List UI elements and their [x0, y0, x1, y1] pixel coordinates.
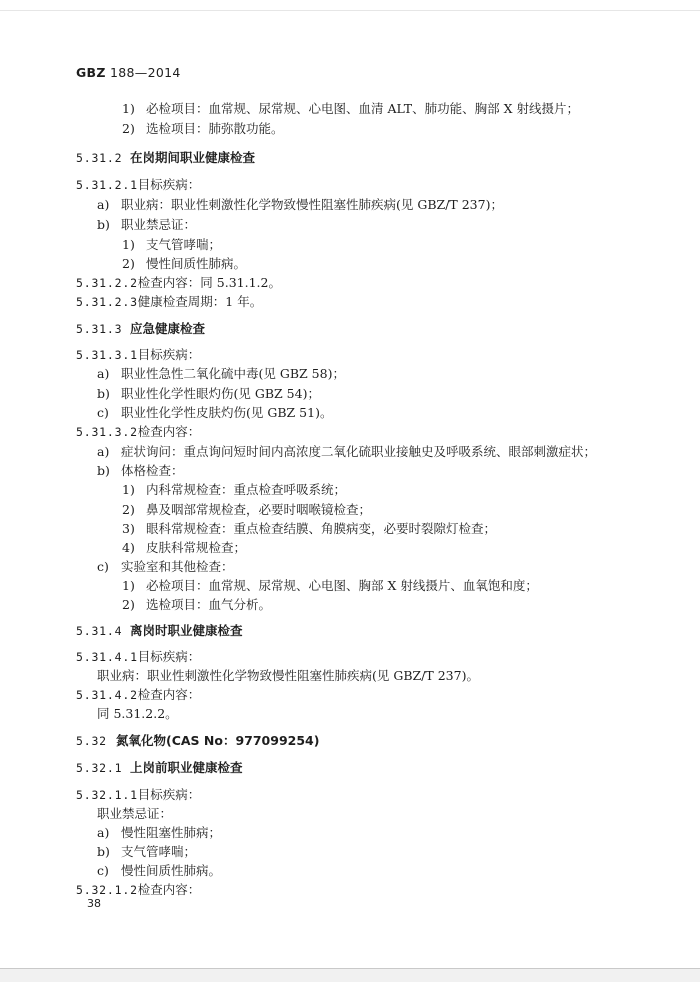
clause: 5.32.1.1目标疾病： — [76, 787, 201, 802]
list-item: a) 职业性急性二氧化硫中毒(见 GBZ 58)； — [97, 366, 345, 381]
list-item: c) 职业性化学性皮肤灼伤(见 GBZ 51)。 — [97, 405, 333, 420]
bottom-scan-edge — [0, 968, 700, 982]
paragraph: 职业禁忌证： — [97, 806, 173, 821]
standard-number: 188—2014 — [110, 65, 181, 80]
list-item: c) 实验室和其他检查： — [97, 559, 234, 574]
standard-code: GBZ — [76, 65, 106, 80]
clause: 5.31.2.1目标疾病： — [76, 177, 201, 192]
clause: 5.31.2.2检查内容：同 5.31.1.2。 — [76, 275, 281, 290]
list-item: b) 支气管哮喘； — [97, 844, 197, 859]
list-item: 2) 鼻及咽部常规检查，必要时咽喉镜检查； — [122, 502, 372, 517]
list-item: 1) 必检项目：血常规、尿常规、心电图、胸部 X 射线摄片、血氧饱和度； — [122, 578, 538, 593]
list-item: 3) 眼科常规检查：重点检查结膜、角膜病变，必要时裂隙灯检查； — [122, 521, 497, 536]
list-item: 1) 内科常规检查：重点检查呼吸系统； — [122, 482, 347, 497]
paragraph: 职业病：职业性刺激性化学物致慢性阻塞性肺疾病(见 GBZ/T 237)。 — [97, 668, 479, 683]
page-header — [76, 65, 181, 80]
list-item: b) 职业性化学性眼灼伤(见 GBZ 54)； — [97, 386, 320, 401]
list-item: 2) 选检项目：肺弥散功能。 — [122, 121, 284, 136]
list-item: 2) 选检项目：血气分析。 — [122, 597, 272, 612]
list-item: 1) 必检项目：血常规、尿常规、心电图、血清 ALT、肺功能、胸部 X 射线摄片； — [122, 101, 579, 116]
clause: 5.31.4.1目标疾病： — [76, 649, 201, 664]
section-heading: 5.31.2 在岗期间职业健康检查 — [76, 150, 256, 165]
page-number: 38 — [87, 897, 101, 910]
clause: 5.31.3.2检查内容： — [76, 424, 201, 439]
top-scan-edge — [0, 10, 700, 11]
paragraph: 同 5.31.2.2。 — [97, 706, 178, 721]
list-item: 4) 皮肤科常规检查； — [122, 540, 247, 555]
list-item: a) 职业病：职业性刺激性化学物致慢性阻塞性肺疾病(见 GBZ/T 237)； — [97, 197, 503, 212]
list-item: 1) 支气管哮喘； — [122, 237, 222, 252]
clause: 5.31.3.1目标疾病： — [76, 347, 201, 362]
section-heading: 5.31.4 离岗时职业健康检查 — [76, 623, 243, 638]
section-heading: 5.32.1 上岗前职业健康检查 — [76, 760, 243, 775]
section-heading: 5.32 氮氧化物(CAS No：977099254) — [76, 733, 320, 748]
section-heading: 5.31.3 应急健康检查 — [76, 321, 206, 336]
list-item: 2) 慢性间质性肺病。 — [122, 256, 247, 271]
clause: 5.31.2.3健康检查周期：1 年。 — [76, 294, 263, 309]
list-item: a) 症状询问：重点询问短时间内高浓度二氧化硫职业接触史及呼吸系统、眼部刺激症状； — [97, 444, 597, 459]
clause: 5.32.1.2检查内容： — [76, 882, 201, 897]
list-item: b) 体格检查： — [97, 463, 184, 478]
list-item: a) 慢性阻塞性肺病； — [97, 825, 222, 840]
list-item: c) 慢性间质性肺病。 — [97, 863, 222, 878]
list-item: b) 职业禁忌证： — [97, 217, 197, 232]
clause: 5.31.4.2检查内容： — [76, 687, 201, 702]
